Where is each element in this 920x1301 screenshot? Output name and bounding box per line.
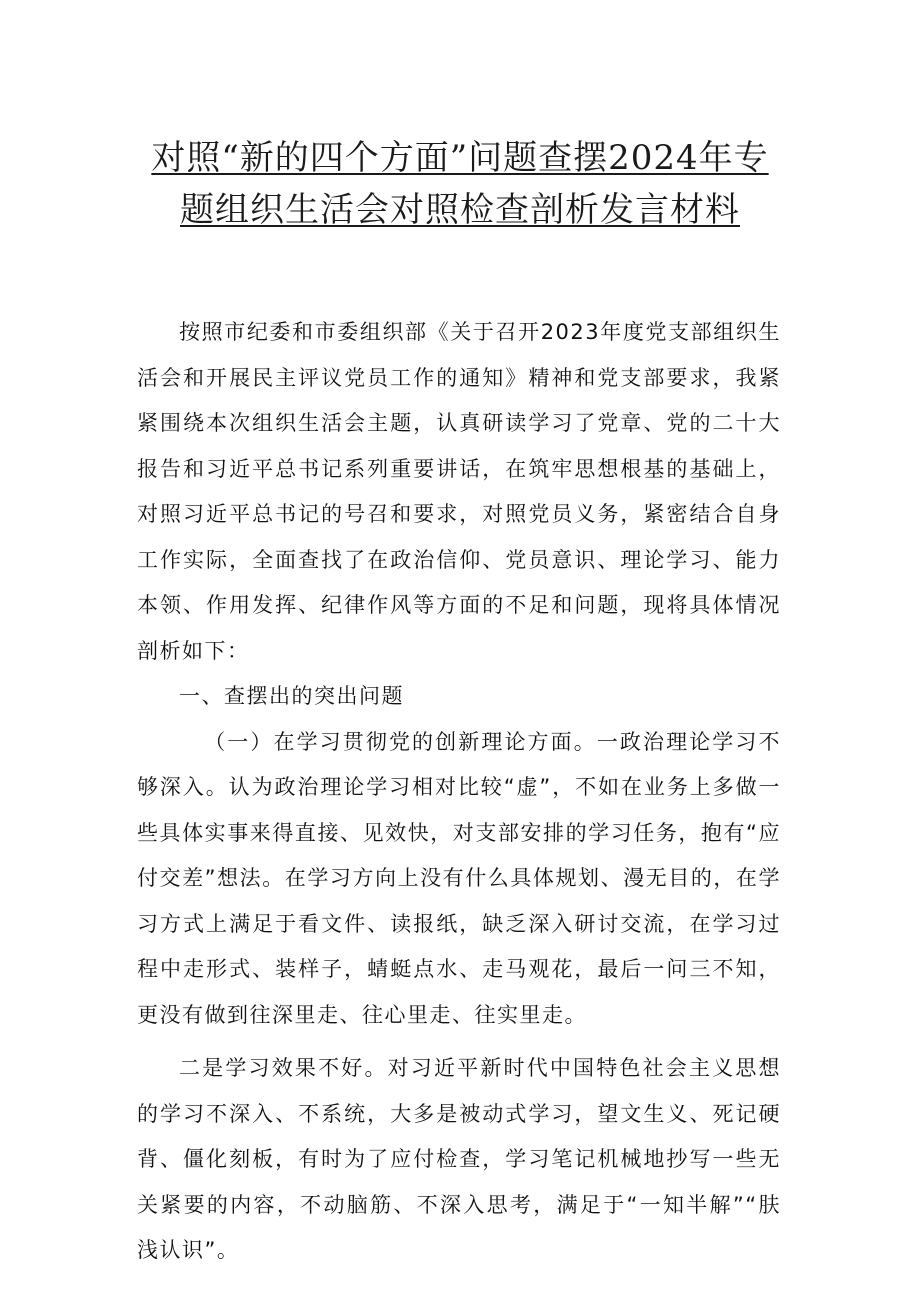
title-text-1: 对照“新的四个方面”问题查摆2024年专 [151,138,769,178]
section-heading-1: 一、查摆出的突出问题 [179,684,404,708]
document-body [137,310,781,1274]
paragraph-gap [137,1038,781,1046]
intro-paragraph: 按照市纪委和市委组织部《关于召开2023年度党支部组织生活会和开展民主评议党员工作的通知》精神和党支部要求，我紧紧围绕本次组织生活会主题，认真研读学习了党章、党的二十大报告和习近平总书记系列重要讲话，在筑牢思想根基的基础上，对照习近平总书记的号召和要求，对照党员义务，紧密结合自身工作实际，全面查找了在政治信仰、党员意识、理论学习、能力本领、作用发挥、纪律作风等方面的不足和问题，现将具体情况剖析如下： [137,320,781,663]
document-title-line-1 [110,138,810,178]
title-text-2: 题组织生活会对照检查剖析发言材料 [180,190,740,230]
point-paragraph-2: 二是学习效果不好。对习近平新时代中国特色社会主义思想的学习不深入、不系统，大多是被动式学习，望文生义、死记硬背、僵化刻板，有时为了应付检查，学习笔记机械地抄写一些无关紧要的内容，不动脑筋、不深入思考，满足于“一知半解”“肤浅认识”。 [137,1056,781,1262]
subsection-paragraph-1: （一）在学习贯彻党的创新理论方面。一政治理论学习不够深入。认为政治理论学习相对比较“虚”，不如在业务上多做一些具体实事来得直接、见效快，对支部安排的学习任务，抱有“应付交差”想法。在学习方向上没有什么具体规划、漫无目的，在学习方式上满足于看文件、读报纸，缺乏深入研讨交流，在学习过程中走形式、装样子，蜻蜓点水、走马观花，最后一问三不知，更没有做到往深里走、往心里走、往实里走。 [137,729,781,1027]
document-title-line-2 [110,190,810,230]
